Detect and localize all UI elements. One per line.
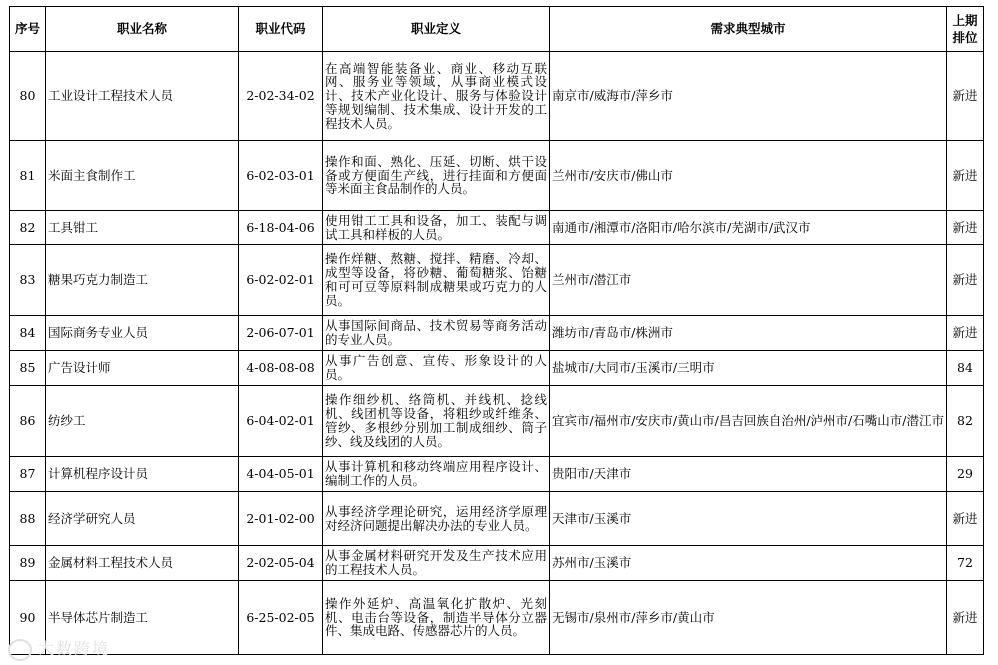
cell-last-rank: 新进 [947,492,984,546]
cell-last-rank: 84 [947,351,984,386]
cell-cities: 贵阳市/天津市 [550,457,947,492]
cell-definition: 在高端智能装备业、商业、移动互联网、服务业等领域，从事商业模式设计、技术产业化设计、服务与体验设计等规划编制、技术集成、设计开发的工程技术人员。 [323,52,550,141]
table-row [10,351,984,386]
cell-definition: 从事广告创意、宣传、形象设计的人员。 [323,351,550,386]
cell-code: 6-02-02-01 [239,245,323,316]
cell-cities: 无锡市/泉州市/萍乡市/黄山市 [550,581,947,655]
cell-definition: 从事经济学理论研究，运用经济学原理对经济问题提出解决办法的专业人员。 [323,492,550,546]
cell-code: 4-08-08-08 [239,351,323,386]
cell-seq: 90 [10,581,46,655]
cell-code: 6-02-03-01 [239,141,323,211]
table-row [10,316,984,351]
cell-last-rank: 72 [947,546,984,581]
cell-code: 2-02-34-02 [239,52,323,141]
cell-last-rank: 新进 [947,245,984,316]
header-name: 职业名称 [46,7,239,52]
cell-last-rank: 29 [947,457,984,492]
header-definition: 职业定义 [323,7,550,52]
cell-code: 4-04-05-01 [239,457,323,492]
cell-definition: 操作外延炉、高温氧化扩散炉、光刻机、电击台等设备，制造半导体分立器件、集成电路、传感器芯片的人员。 [323,581,550,655]
watermark [8,636,110,661]
occupation-table [9,6,984,655]
table-row [10,245,984,316]
cell-name: 国际商务专业人员 [46,316,239,351]
cell-definition: 操作烊糖、熬糖、搅拌、精磨、冷却、成型等设备，将砂糖、葡萄糖浆、饴糖和可可豆等原料制成糖果或巧克力的人员。 [323,245,550,316]
cell-code: 2-06-07-01 [239,316,323,351]
cell-definition: 从事金属材料研究开发及生产技术应用的工程技术人员。 [323,546,550,581]
cell-definition: 使用钳工工具和设备，加工、装配与调试工具和样板的人员。 [323,211,550,245]
cell-cities: 潍坊市/青岛市/株洲市 [550,316,947,351]
cell-code: 2-02-05-04 [239,546,323,581]
cell-last-rank: 新进 [947,581,984,655]
header-seq: 序号 [10,7,46,52]
cell-last-rank: 新进 [947,141,984,211]
cell-seq: 80 [10,52,46,141]
cell-code: 2-01-02-00 [239,492,323,546]
cell-cities: 苏州市/玉溪市 [550,546,947,581]
cell-name: 纺纱工 [46,386,239,457]
dashuju-logo-icon [8,639,32,661]
cell-name: 工具钳工 [46,211,239,245]
cell-seq: 89 [10,546,46,581]
cell-last-rank: 82 [947,386,984,457]
cell-code: 6-04-02-01 [239,386,323,457]
cell-cities: 南京市/威海市/萍乡市 [550,52,947,141]
cell-name: 半导体芯片制造工 [46,581,239,655]
cell-seq: 87 [10,457,46,492]
cell-seq: 86 [10,386,46,457]
cell-name: 金属材料工程技术人员 [46,546,239,581]
cell-cities: 兰州市/安庆市/佛山市 [550,141,947,211]
cell-definition: 从事计算机和移动终端应用程序设计、编制工作的人员。 [323,457,550,492]
cell-seq: 84 [10,316,46,351]
watermark-text: 大数跨境 [38,639,111,658]
cell-name: 米面主食制作工 [46,141,239,211]
cell-seq: 82 [10,211,46,245]
table-header-row [10,7,984,52]
cell-last-rank: 新进 [947,211,984,245]
cell-cities: 天津市/玉溪市 [550,492,947,546]
cell-code: 6-25-02-05 [239,581,323,655]
cell-definition: 操作细纱机、络筒机、并线机、捻线机、线团机等设备，将粗纱或纤维条、管纱、多根纱分别加工制成细纱、筒子纱、线及线团的人员。 [323,386,550,457]
cell-code: 6-18-04-06 [239,211,323,245]
table-row [10,457,984,492]
cell-cities: 宜宾市/福州市/安庆市/黄山市/昌吉回族自治州/泸州市/石嘴山市/潜江市 [550,386,947,457]
cell-cities: 盐城市/大同市/玉溪市/三明市 [550,351,947,386]
cell-name: 广告设计师 [46,351,239,386]
header-cities: 需求典型城市 [550,7,947,52]
cell-seq: 85 [10,351,46,386]
table-row [10,211,984,245]
cell-name: 经济学研究人员 [46,492,239,546]
cell-definition: 从事国际间商品、技术贸易等商务活动的专业人员。 [323,316,550,351]
cell-last-rank: 新进 [947,52,984,141]
cell-seq: 83 [10,245,46,316]
cell-definition: 操作和面、熟化、压延、切断、烘干设备或方便面生产线，进行挂面和方便面等米面主食品制作的人员。 [323,141,550,211]
cell-seq: 88 [10,492,46,546]
cell-cities: 南通市/湘潭市/洛阳市/哈尔滨市/芜湖市/武汉市 [550,211,947,245]
table-row [10,546,984,581]
header-last-rank: 上期排位 [947,7,984,52]
cell-seq: 81 [10,141,46,211]
table-row [10,581,984,655]
table-row [10,386,984,457]
table-row [10,141,984,211]
cell-last-rank: 新进 [947,316,984,351]
table-row [10,52,984,141]
cell-name: 计算机程序设计员 [46,457,239,492]
cell-cities: 兰州市/潜江市 [550,245,947,316]
table-row [10,492,984,546]
cell-name: 工业设计工程技术人员 [46,52,239,141]
header-code: 职业代码 [239,7,323,52]
cell-name: 糖果巧克力制造工 [46,245,239,316]
